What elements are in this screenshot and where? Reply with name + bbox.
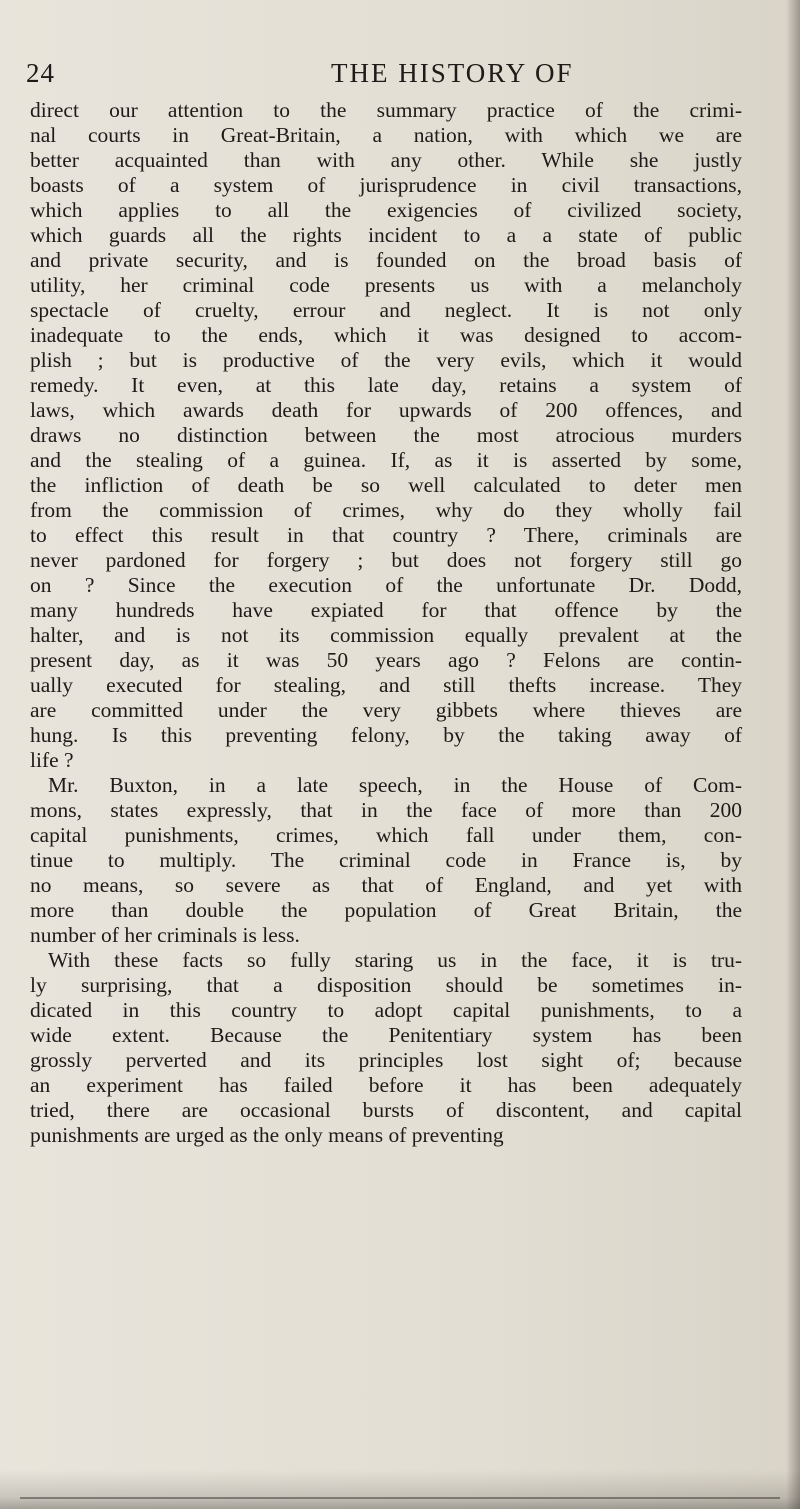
paragraph (30, 948, 742, 1148)
text-line: laws, which awards death for upwards of 200 offences, and (30, 398, 742, 422)
text-line: nal courts in Great-Britain, a nation, with which we are (30, 123, 742, 147)
text-line: more than double the population of Great Britain, the (30, 898, 742, 922)
text-line: direct our attention to the summary practice of the crimi- (30, 98, 742, 122)
text-line: are committed under the very gibbets where thieves are (30, 698, 742, 722)
text-line: number of her criminals is less. (30, 923, 300, 947)
running-title: THE HISTORY OF (331, 58, 574, 88)
text-line: never pardoned for forgery ; but does not forgery still go (30, 548, 742, 572)
text-line: ually executed for stealing, and still thefts increase. They (30, 673, 742, 697)
text-line: many hundreds have expiated for that offence by the (30, 598, 742, 622)
page-number: 24 (26, 58, 55, 88)
page-bottom-stain (0, 1470, 800, 1509)
text-line: grossly perverted and its principles lost sight of; because (30, 1048, 742, 1072)
text-line: better acquainted than with any other. While she justly (30, 148, 742, 172)
text-line: hung. Is this preventing felony, by the taking away of (30, 723, 742, 747)
text-line: draws no distinction between the most atrocious murders (30, 423, 742, 447)
body-text (30, 98, 742, 1148)
text-line: present day, as it was 50 years ago ? Felons are contin- (30, 648, 742, 672)
text-line: remedy. It even, at this late day, retains a system of (30, 373, 742, 397)
text-line: mons, states expressly, that in the face of more than 200 (30, 798, 742, 822)
paragraph (30, 773, 742, 948)
text-line: dicated in this country to adopt capital punishments, to a (30, 998, 742, 1022)
text-line: Mr. Buxton, in a late speech, in the House of Com- (48, 773, 742, 797)
paragraph (30, 98, 742, 773)
text-line: tried, there are occasional bursts of discontent, and capital (30, 1098, 742, 1122)
text-line: boasts of a system of jurisprudence in civil transactions, (30, 173, 742, 197)
text-line: spectacle of cruelty, errour and neglect. It is not only (30, 298, 742, 322)
page-edge-shadow (786, 0, 800, 1509)
text-line: and private security, and is founded on the broad basis of (30, 248, 742, 272)
text-line: life ? (30, 748, 74, 772)
text-line: plish ; but is productive of the very evils, which it would (30, 348, 742, 372)
text-line: which guards all the rights incident to a a state of public (30, 223, 742, 247)
text-line: utility, her criminal code presents us with a melancholy (30, 273, 742, 297)
text-line: capital punishments, crimes, which fall under them, con- (30, 823, 742, 847)
text-line: With these facts so fully staring us in the face, it is tru- (48, 948, 742, 972)
text-line: and the stealing of a guinea. If, as it is asserted by some, (30, 448, 742, 472)
page-bottom-edge (20, 1497, 780, 1499)
text-line: tinue to multiply. The criminal code in France is, by (30, 848, 742, 872)
text-line: no means, so severe as that of England, and yet with (30, 873, 742, 897)
running-head (26, 58, 746, 98)
text-line: an experiment has failed before it has been adequately (30, 1073, 742, 1097)
text-line: ly surprising, that a disposition should be sometimes in- (30, 973, 742, 997)
text-line: halter, and is not its commission equally prevalent at the (30, 623, 742, 647)
text-line: on ? Since the execution of the unfortunate Dr. Dodd, (30, 573, 742, 597)
text-line: from the commission of crimes, why do they wholly fail (30, 498, 742, 522)
text-line: to effect this result in that country ? There, criminals are (30, 523, 742, 547)
text-line: the infliction of death be so well calculated to deter men (30, 473, 742, 497)
text-line: inadequate to the ends, which it was designed to accom- (30, 323, 742, 347)
text-line: wide extent. Because the Penitentiary system has been (30, 1023, 742, 1047)
text-line: which applies to all the exigencies of civilized society, (30, 198, 742, 222)
text-line: punishments are urged as the only means of preventing (30, 1123, 504, 1147)
